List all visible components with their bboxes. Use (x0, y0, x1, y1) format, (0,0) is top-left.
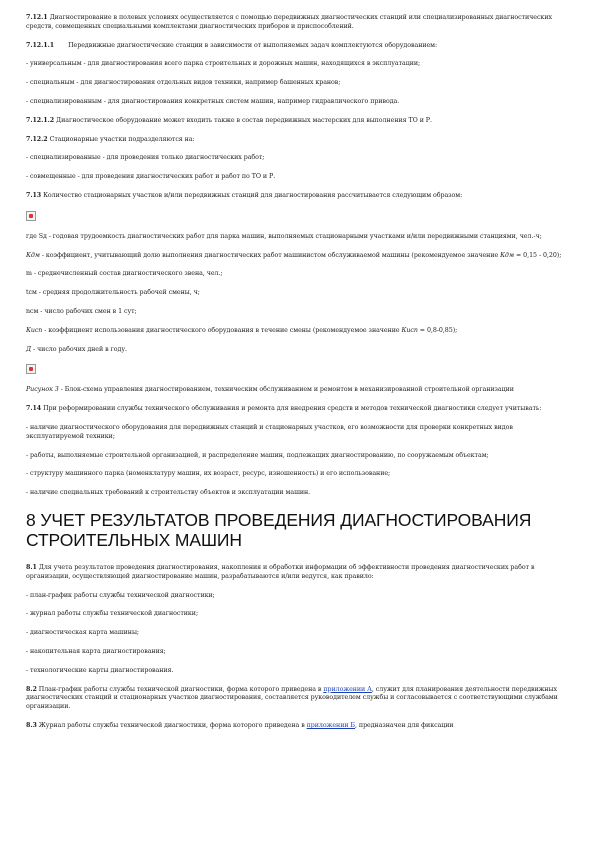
paragraph-text: Количество стационарных участков и/или передвижных станций для диагностирования рассчитывается следующим образом: (43, 191, 463, 199)
paragraph-text: Передвижные диагностические станции в зависимости от выполняемых задач комплектуются оборудованием: (68, 41, 438, 49)
paragraph-text: Журнал работы службы технической диагностики, форма которого приведена в (38, 721, 307, 729)
broken-figure-image-icon (26, 364, 36, 374)
paragraph-7-14 (26, 405, 569, 414)
paragraph-8-1 (26, 564, 569, 582)
paragraph-text: Диагностирование в полевых условиях осуществляется с помощью передвижных диагностических станций или специализированных диагностических средств, совмещенных специальными комплектами диагностических приборов и приспособлений. (26, 14, 552, 30)
list-item: - технологические карты диагностирования. (26, 666, 174, 674)
paragraph-text: , служит для планирования деятельности передвижных диагностических станций и стационарных участков диагностирования, составляется руководителем службы и согласовывается с соответствующими службами организации. (26, 685, 558, 711)
list-item: - структуру машинного парка (номенклатуру машин, их возраст, ресурс, изношенность) и его использование; (26, 470, 391, 478)
formula-legend-item (26, 346, 569, 355)
paragraph-text: План-график работы службы технической диагностики, форма которого приведена в (38, 685, 324, 693)
list-item: - специализированные - для проведения только диагностических работ; (26, 154, 265, 162)
clause-number: 8.1 (26, 563, 37, 571)
list-item: - журнал работы службы технической диагностики; (26, 610, 199, 618)
clause-number: 7.12.2 (26, 135, 48, 143)
clause-number: 8.3 (26, 721, 37, 729)
legend-text: - коэффициент использования диагностического оборудования в течение смены (рекомендуемое значение (42, 326, 402, 334)
figure-caption (26, 386, 569, 395)
list-item: - работы, выполняемые строительной организацией, и распределение машин, подлежащих диагностированию, по сооружаемым объектам; (26, 451, 489, 459)
formula-legend-item (26, 252, 569, 261)
paragraph-text: Стационарные участки подразделяются на: (49, 135, 195, 143)
variable: Д (26, 345, 32, 353)
formula-legend-item: где Sд - годовая трудоемкость диагностических работ для парка машин, выполняемых стационарными участками и/или передвижными станциями, чел.-ч; (26, 232, 542, 240)
clause-number: 7.12.1.1 (26, 41, 55, 49)
paragraph-text: При реформировании службы технического обслуживания и ремонта для внедрения средств и методов технической диагностики следует учитывать: (43, 405, 542, 413)
appendix-a-link[interactable]: приложении А (323, 685, 372, 693)
variable: Кисп (26, 326, 43, 334)
legend-text: = 0,15 - 0,20); (514, 251, 562, 259)
clause-number: 8.2 (26, 685, 37, 693)
formula-legend-item: tсм - средняя продолжительность рабочей смены, ч; (26, 289, 200, 297)
list-item: - наличие специальных требований к строительству объектов и эксплуатации машин. (26, 489, 311, 497)
list-item: - наличие диагностического оборудования для передвижных станций и стационарных участков, его возможности для проверки конкретных видов эксплуатируемой техники; (26, 423, 513, 440)
figure-caption-text: - Блок-схема управления диагностированием, техническим обслуживанием и ремонтом в механизированной строительной организации (58, 386, 514, 394)
variable: Кдм (500, 251, 515, 259)
formula-legend-item (26, 327, 569, 336)
clause-number: 7.13 (26, 191, 42, 199)
clause-number: 7.12.1.2 (26, 116, 55, 124)
paragraph-8-2 (26, 686, 569, 712)
formula-legend-item: m - среднечисленный состав диагностического звена, чел.; (26, 270, 223, 278)
clause-number: 7.14 (26, 405, 42, 413)
paragraph-7-12-1-2 (26, 117, 569, 126)
paragraph-text: Для учета результатов проведения диагностирования, накопления и обработки информации об эффективности проведения диагностических работ в организации, осуществляющей диагностирование машин, разрабатываются и/или ведутся, как правило: (26, 563, 535, 580)
list-item: - специализированным - для диагностирования конкретных систем машин, например гидравлического привода. (26, 97, 400, 105)
formula-legend-item: nсм - число рабочих смен в 1 сут; (26, 307, 137, 315)
clause-number: 7.12.1 (26, 14, 48, 21)
list-item: - совмещенные - для проведения диагностических работ и работ по ТО и Р. (26, 173, 276, 181)
paragraph-8-3 (26, 722, 569, 731)
list-item: - план-график работы службы технической диагностики; (26, 591, 215, 599)
variable: Кисп (401, 326, 418, 334)
figure-label: Рисунок 3 (26, 386, 59, 394)
paragraph-7-12-1-1 (26, 42, 569, 51)
paragraph-7-13 (26, 192, 569, 201)
paragraph-text: Диагностическое оборудование может входить также в состав передвижных мастерских для выполнения ТО и Р. (56, 116, 432, 124)
appendix-b-link[interactable]: приложении Б (306, 721, 356, 729)
legend-text: = 0,8-0,85); (417, 326, 458, 334)
list-item: - универсальным - для диагностирования всего парка строительных и дорожных машин, находящихся в эксплуатации; (26, 60, 421, 68)
legend-text: - число рабочих дней в году. (31, 345, 127, 353)
legend-text: - коэффициент, учитывающий долю выполнения диагностических работ машинистом обслуживаемой машины (рекомендуемое значение (39, 251, 501, 259)
list-item: - накопительная карта диагностирования; (26, 647, 166, 655)
section-heading: 8 УЧЕТ РЕЗУЛЬТАТОВ ПРОВЕДЕНИЯ ДИАГНОСТИРОВАНИЯ СТРОИТЕЛЬНЫХ МАШИН (26, 509, 532, 550)
list-item: - специальным - для диагностирования отдельных видов техники, например башенных кранов; (26, 79, 341, 87)
paragraph-7-12-1 (26, 14, 569, 32)
broken-formula-image-icon (26, 211, 36, 221)
list-item: - диагностическая карта машины; (26, 629, 139, 637)
paragraph-text: , предназначен для фиксации (355, 721, 454, 729)
paragraph-7-12-2 (26, 136, 569, 145)
variable: Кдм (26, 251, 40, 259)
